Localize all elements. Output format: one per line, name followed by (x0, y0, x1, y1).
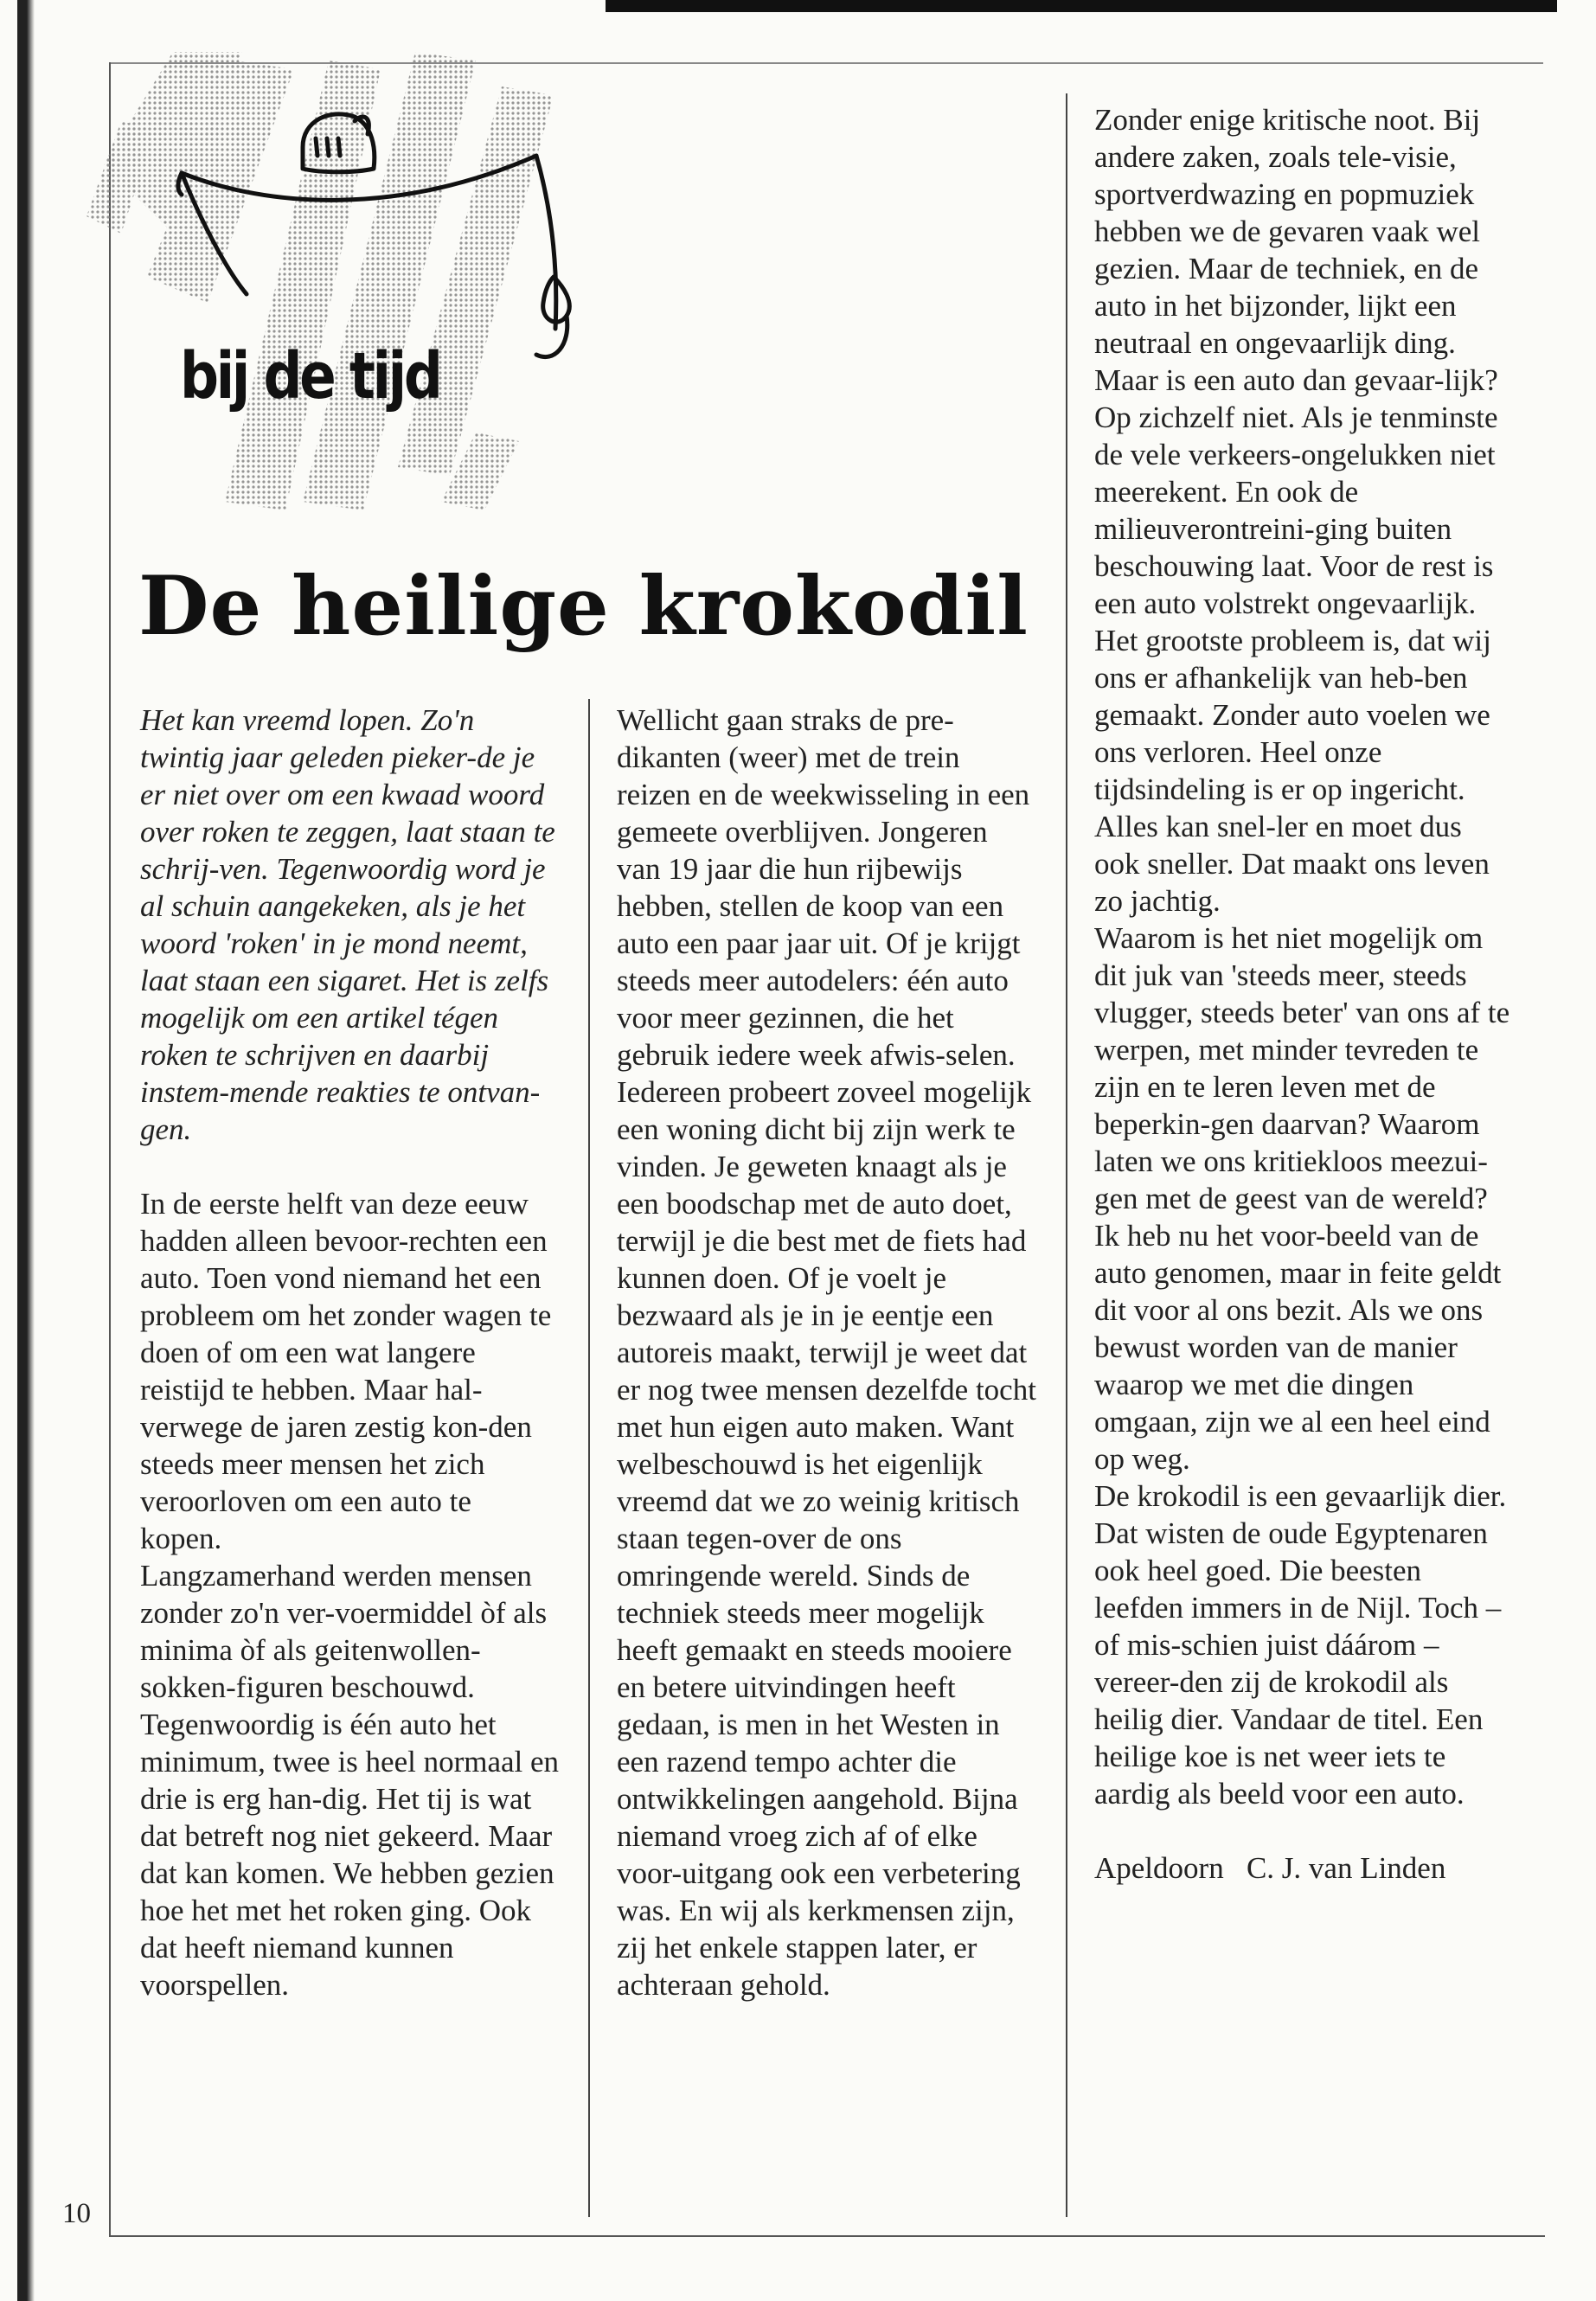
body-paragraph: Wellicht gaan straks de pre-dikanten (weer) met de trein reizen en de weekwisseling in een gemeete overblijven. Jongeren van 19 jaar die hun rijbewijs hebben, stellen de koop van een auto een paar jaar uit. Of je krijgt steeds meer autodelers: één auto voor meer gezinnen, die het gebruik iedere week afwis-selen. Iedereen probeert zoveel mogelijk een woning dicht bij zijn werk te vinden. Je geweten knaagt als je een boodschap met de auto doet, terwijl je die best met de fiets had kunnen doen. Of je voelt je bezwaard als je in je eentje een autoreis maakt, terwijl je weet dat er nog twee mensen dezelfde tocht met hun eigen auto maken. Want welbeschouwd is het eigenlijk vreemd dat we zo weinig kritisch staan tegen-over de ons omringende wereld. Sinds de techniek steeds meer mogelijk heeft gemaakt en steeds mooiere en betere uitvindingen heeft gedaan, is men in het Westen in een razend tempo achter die ontwikkelingen aangehold. Bijna niemand vroeg zich af of elke voor-uitgang ook een verbetering was. En wij als kerkmensen zijn, zij het enkele stappen later, er achteraan gehold. (617, 703, 1036, 2002)
body-paragraph: Waarom is het niet mogelijk om dit juk van 'steeds meer, steeds vlugger, steeds beter' van ons af te werpen, met minder tevreden te zijn en te leren leven met de beperkin-gen daarvan? Waarom laten we ons kritiekloos meezui-gen met de geest van de wereld? Ik heb nu het voor-beeld van de auto genomen, maar in feite geldt dit voor al ons bezit. Als we ons bewust worden van de manier waarop we met die dingen omgaan, zijn we al een heel eind op weg. (1094, 921, 1510, 1476)
column-logo (69, 17, 606, 536)
body-paragraph: In de eerste helft van deze eeuw hadden alleen bevoor-rechten een auto. Toen vond niemand het een probleem om het zonder wagen te doen of om een wat langere reistijd te hebben. Maar hal-verwege de jaren zestig kon-den steeds meer mensen het zich veroorloven om een auto te kopen. (140, 1187, 552, 1555)
article-column-2 (617, 702, 1036, 2003)
signature-place: Apeldoorn (1094, 1851, 1224, 1885)
column-divider (588, 699, 590, 2217)
article-column-1 (140, 702, 560, 2003)
scan-edge (17, 0, 35, 2301)
column-divider (1066, 93, 1067, 2217)
body-paragraph: Zonder enige kritische noot. Bij andere zaken, zoals tele-visie, sportverdwazing en popmuziek hebben we de gevaren vaak wel gezien. Maar de techniek, en de auto in het bijzonder, lijkt een neutraal en ongevaarlijk ding. (1094, 103, 1481, 360)
body-paragraph: De krokodil is een gevaarlijk dier. Dat wisten de oude Egyptenaren ook heel goed. Die beesten leefden immers in de Nijl. Toch – of mis-schien juist dáárom – vereer-den zij de krokodil als heilig dier. Vandaar de titel. Een heilige koe is net weer iets te aardig als beeld voor een auto. (1094, 1479, 1507, 1811)
article-title: De heilige krokodil (138, 559, 1029, 654)
column-logo-text: bij de tijd (180, 339, 440, 413)
article-signature (1094, 1849, 1514, 1887)
article-intro: Het kan vreemd lopen. Zo'n twintig jaar geleden pieker-de je er niet over om een kwaad woord over roken te zeggen, laat staan te schrij-ven. Tegenwoordig word je al schuin aangekeken, als je het woord 'roken' in je mond neemt, laat staan een sigaret. Het is zelfs mogelijk om een artikel tégen roken te schrijven en daarbij instem-mende reakties te ontvan-gen. (140, 703, 555, 1146)
signature-author: C. J. van Linden (1246, 1851, 1446, 1885)
reading-man-illustration (69, 17, 606, 536)
body-paragraph: Tegenwoordig is één auto het minimum, twee is heel normaal en drie is erg han-dig. Het tij is wat dat betreft nog niet gekeerd. Maar dat kan komen. We hebben gezien hoe het met het roken ging. Ook dat heeft niemand kunnen voorspellen. (140, 1708, 560, 2002)
page-number: 10 (62, 2198, 91, 2229)
body-paragraph: Maar is een auto dan gevaar-lijk? Op zichzelf niet. Als je tenminste de vele verkeers-ongelukken niet meerekent. En ook de milieuverontreini-ging buiten beschouwing laat. Voor de rest is een auto volstrekt ongevaarlijk. Het grootste probleem is, dat wij ons er afhankelijk van heb-ben gemaakt. Zonder auto voelen we ons verloren. Heel onze tijdsindeling is er op ingericht. Alles kan snel-ler en moet dus ook sneller. Dat maakt ons leven zo jachtig. (1094, 363, 1498, 918)
article-column-3 (1094, 101, 1514, 1887)
top-rule (606, 0, 1557, 12)
body-paragraph: Langzamerhand werden mensen zonder zo'n ver-voermiddel òf als minima òf als geitenwollen-sokken-figuren beschouwd. (140, 1559, 548, 1704)
